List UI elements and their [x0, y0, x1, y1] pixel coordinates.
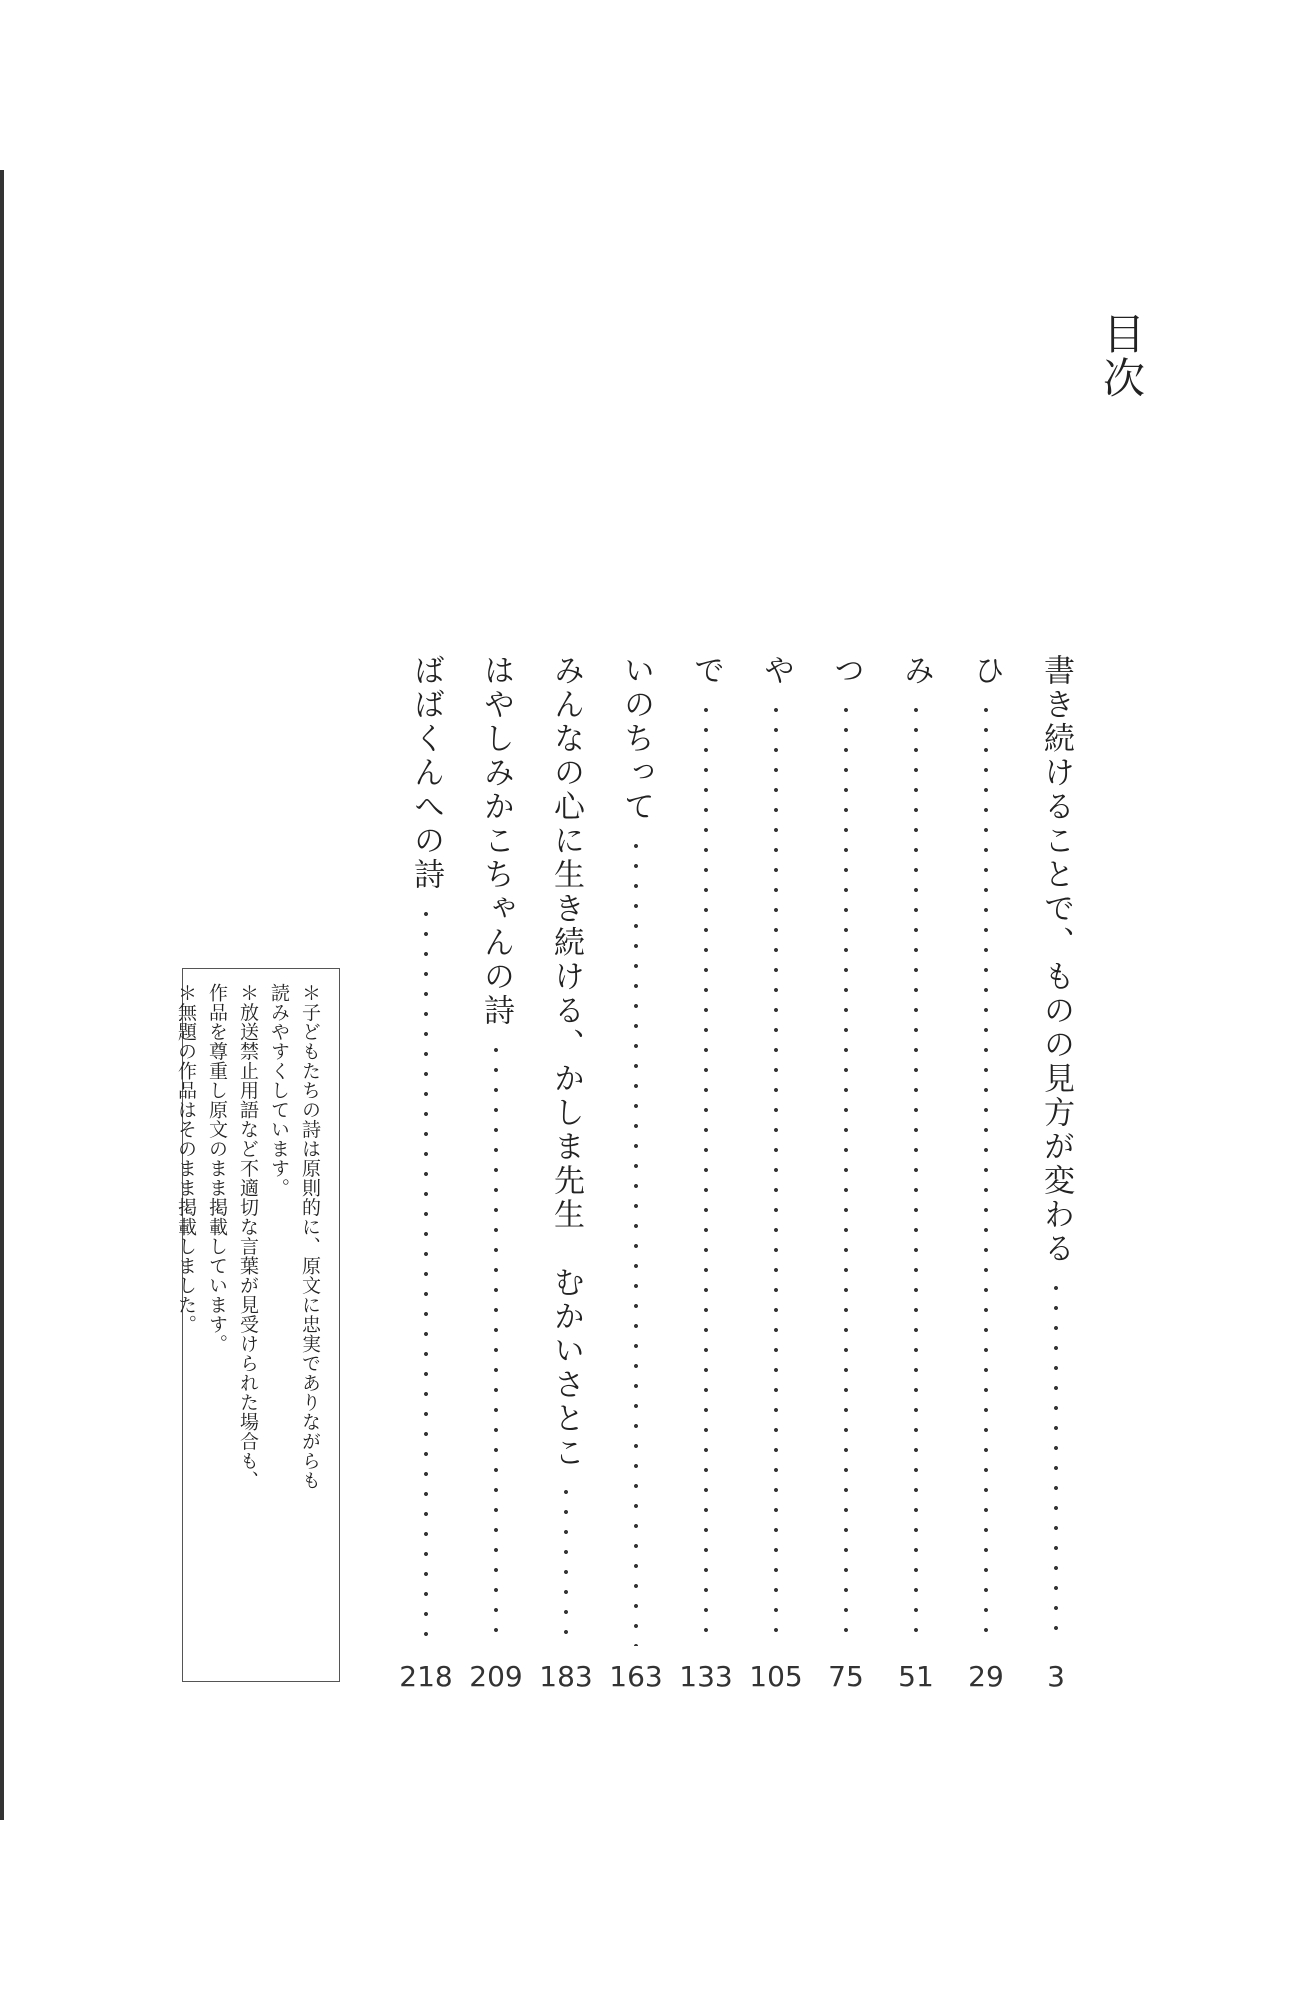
toc-entry-title: はやしみかこちゃんの詩 [478, 654, 514, 1028]
page-edge-line [0, 170, 4, 1820]
dot-leader [424, 904, 428, 1646]
toc-entry[interactable] [962, 654, 1010, 1693]
note-line: ＊無題の作品はそのまま掲載しました。 [175, 983, 197, 1334]
toc-entry-page-number: 105 [749, 1660, 803, 1693]
toc-entry-page-number: 183 [539, 1660, 593, 1693]
toc-entry-title: ひ [968, 654, 1004, 688]
dot-leader [564, 1482, 568, 1646]
toc-entry[interactable] [749, 654, 803, 1693]
dot-leader [914, 700, 918, 1646]
note-line: 作品を尊重し原文のまま掲載しています。 [206, 983, 228, 1354]
toc-title: 目次 [1097, 312, 1146, 400]
dot-leader [704, 700, 708, 1646]
toc-entry-page-number: 163 [609, 1660, 663, 1693]
toc-entry-page-number: 29 [968, 1660, 1004, 1693]
note-line: ＊放送禁止用語など不適切な言葉が見受けられた場合も、 [237, 983, 259, 1490]
toc-entry[interactable] [892, 654, 940, 1693]
toc-entry-title: み [898, 654, 934, 688]
toc-entry-page-number: 218 [399, 1660, 453, 1693]
toc-entry-title: 書き続けることで、ものの見方が変わる [1038, 654, 1074, 1266]
toc-entry[interactable] [609, 654, 663, 1693]
note-line: ＊子どもたちの詩は原則的に、原文に忠実でありながらも [299, 983, 321, 1490]
toc-entry-title: で [688, 654, 724, 688]
toc-entry[interactable] [539, 654, 593, 1693]
toc-entry[interactable] [399, 654, 453, 1693]
editorial-notes-text [170, 983, 325, 1673]
toc-entry-title: や [758, 654, 794, 688]
toc-entry[interactable] [822, 654, 870, 1693]
toc-entry[interactable] [469, 654, 523, 1693]
toc-entry-page-number: 51 [898, 1660, 934, 1693]
toc-entry-title: つ [828, 654, 864, 688]
toc-entry-page-number: 209 [469, 1660, 523, 1693]
toc-entry-title: みんなの心に生き続ける、かしま先生 むかいさとこ [548, 654, 584, 1470]
toc-entry-page-number: 133 [679, 1660, 733, 1693]
dot-leader [1054, 1278, 1058, 1646]
note-line: 読みやすくしています。 [268, 983, 290, 1198]
toc-entry[interactable] [1032, 654, 1080, 1693]
toc-entry-page-number: 3 [1047, 1660, 1065, 1693]
dot-leader [634, 836, 638, 1646]
dot-leader [774, 700, 778, 1646]
editorial-notes-box [175, 968, 340, 1682]
dot-leader [844, 700, 848, 1646]
toc-entry-title: いのちって [618, 654, 654, 824]
toc-entry-title: ばばくんへの詩 [408, 654, 444, 892]
dot-leader [494, 1040, 498, 1646]
toc-entry-page-number: 75 [828, 1660, 864, 1693]
toc-entry[interactable] [679, 654, 733, 1693]
dot-leader [984, 700, 988, 1646]
